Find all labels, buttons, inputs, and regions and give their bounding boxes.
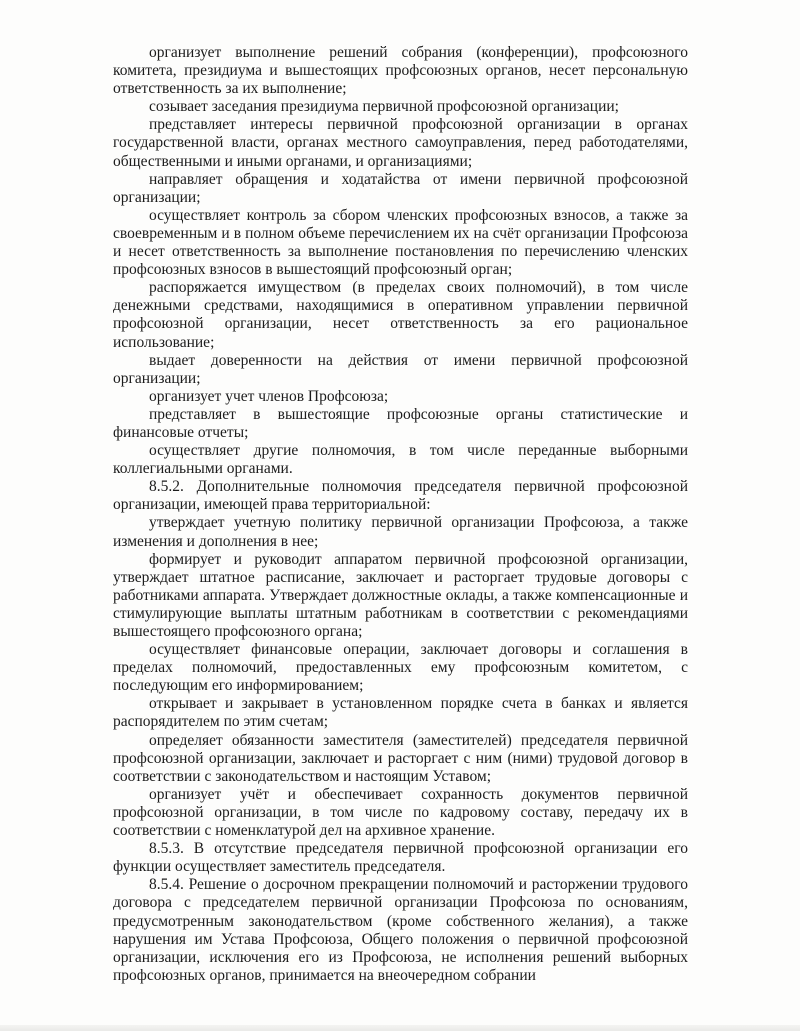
paragraph-6: распоряжается имуществом (в пределах своих полномочий), в том числе денежными средствами, находящимися в оперативном управлении первичной профсоюзной организации, несет ответственность за его рациональное использование; — [113, 279, 688, 351]
paragraph-17: организует учёт и обеспечивает сохранность документов первичной профсоюзной организации, в том числе по кадровому составу, передачу их в соответствии с номенклатурой дел на архивное хранение. — [113, 785, 688, 840]
paragraph-13: формирует и руководит аппаратом первичной профсоюзной организации, утверждает штатное расписание, заключает и расторгает трудовые договоры с работниками аппарата. Утверждает должностные оклады, а также компенсационные и стимулирующие выплаты штатным работникам в соответствии с рекомендациями вышестоящего профсоюзного органа; — [113, 550, 688, 640]
paragraph-10: осуществляет другие полномочия, в том числе переданные выборными коллегиальными органами. — [113, 442, 688, 478]
section-8-5-2: 8.5.2. Дополнительные полномочия председателя первичной профсоюзной организации, имеющей права территориальной: — [113, 478, 688, 514]
paragraph-9: представляет в вышестоящие профсоюзные органы статистические и финансовые отчеты; — [113, 405, 688, 441]
paragraph-16: определяет обязанности заместителя (заместителей) председателя первичной профсоюзной организации, заключает и расторгает с ним (ними) трудовой договор в соответствии с законодательством и настоящим Уставом; — [113, 731, 688, 785]
paragraph-7: выдает доверенности на действия от имени первичной профсоюзной организации; — [113, 351, 688, 387]
paragraph-2: созывает заседания президиума первичной профсоюзной организации; — [149, 98, 619, 116]
paragraph-1: организует выполнение решений собрания (конференции), профсоюзного комитета, президиума и вышестоящих профсоюзных органов, несет персональную ответственность за их выполнение; — [113, 44, 688, 98]
paragraph-4: направляет обращения и ходатайства от имени первичной профсоюзной организации; — [113, 170, 688, 206]
document-body — [113, 44, 688, 985]
section-8-5-3: 8.5.3. В отсутствие председателя первичной профсоюзной организации его функции осуществляет заместитель председателя. — [113, 840, 688, 876]
paragraph-8: организует учет членов Профсоюза; — [149, 387, 389, 405]
scan-bottom-edge — [0, 1025, 800, 1031]
paragraph-14: осуществляет финансовые операции, заключает договоры и соглашения в пределах полномочий, предоставленных ему профсоюзным комитетом, с последующим его информированием; — [113, 641, 688, 695]
paragraph-12: утверждает учетную политику первичной организации Профсоюза, а также изменения и дополнения в нее; — [113, 514, 688, 550]
paragraph-5: осуществляет контроль за сбором членских профсоюзных взносов, а также за своевременным и в полном объеме перечислением их на счёт организации Профсоюза и несет ответственность за выполнение постановления по перечислению членских профсоюзных взносов в вышестоящий профсоюзный орган; — [113, 206, 688, 279]
paragraph-3: представляет интересы первичной профсоюзной организации в органах государственной власти, органах местного самоуправления, перед работодателями, общественными и иными органами, и организациями; — [113, 116, 688, 170]
paragraph-15: открывает и закрывает в установленном порядке счета в банках и является распорядителем по этим счетам; — [113, 695, 688, 731]
section-8-5-4: 8.5.4. Решение о досрочном прекращении полномочий и расторжении трудового договора с председателем первичной организации Профсоюза по основаниям, предусмотренным законодательством (кроме собственного желания), а также нарушения им Устава Профсоюза, Общего положения о первичной профсоюзной организации, исключения его из Профсоюза, не исполнения решений выборных профсоюзных органов, принимается на внеочередном собрании — [113, 876, 688, 984]
